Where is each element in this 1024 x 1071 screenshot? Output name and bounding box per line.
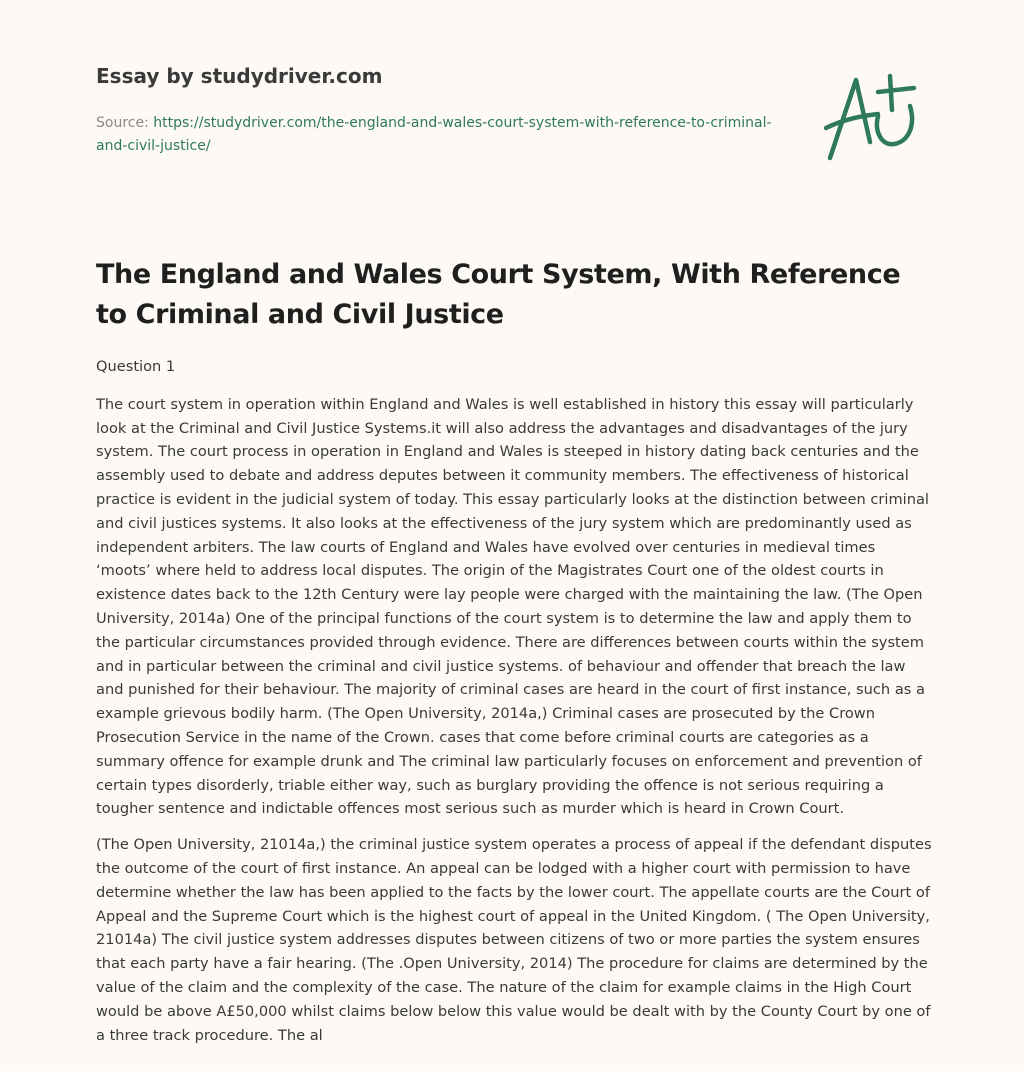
a-plus-grade-icon [822,70,926,162]
site-title: Essay by studydriver.com [96,64,383,88]
article-title: The England and Wales Court System, With Reference to Criminal and Civil Justice [96,259,901,330]
paragraph: (The Open University, 21014a,) the criminal justice system operates a process of appeal if the defendant disputes the outcome of the court of first instance. An appeal can be lodged with a higher court with permission to have determine whether the law has been applied to the facts by the lower court. The appellate courts are the Court of Appeal and the Supreme Court which is the highest court of appeal in the United Kingdom. ( The Open University, 21014a) The civil justice system addresses disputes between citizens of two or more parties the system ensures that each party have a fair hearing. (The .Open University, 2014) The procedure for claims are determined by the value of the claim and the complexity of the case. The nature of the claim for example claims in the High Court would be above A£50,000 whilst claims below below this value would be dealt with by the County Court by one of a three track procedure. The al [96,836,932,1044]
article-body [96,355,932,1059]
source-label: Source: [96,115,154,131]
paragraph: The court system in operation within England and Wales is well established in history this essay will particularly look at the Criminal and Civil Justice Systems.it will also address the advantages and disadvantages of the jury system. The court process in operation in England and Wales is steeped in history dating back centuries and the assembly used to debate and address deputes between it community members. The effectiveness of historical practice is evident in the judicial system of today. This essay particularly looks at the distinction between criminal and civil justices systems. It also looks at the effectiveness of the jury system which are predominantly used as independent arbiters. The law courts of England and Wales have evolved over centuries in medieval times ‘moots’ where held to address local disputes. The origin of the Magistrates Court one of the oldest courts in existence dates back to the 12th Century were lay people were charged with the maintaining the law. (The Open University, 2014a) One of the principal functions of the court system is to determine the law and apply them to the particular circumstances provided through evidence. There are differences between courts within the system and in particular between the criminal and civil justice systems. of behaviour and offender that breach the law and punished for their behaviour. The majority of criminal cases are heard in the court of first instance, such as a example grievous bodily harm. (The Open University, 2014a,) Criminal cases are prosecuted by the Crown Prosecution Service in the name of the Crown. cases that come before criminal courts are categories as a summary offence for example drunk and The criminal law particularly focuses on enforcement and prevention of certain types disorderly, triable either way, such as burglary providing the offence is not serious requiring a tougher sentence and indictable offences most serious such as murder which is heard in Crown Court. [96,395,929,818]
source-line [96,112,776,158]
page-header [96,62,776,158]
question-label: Question 1 [96,358,176,375]
source-link[interactable]: https://studydriver.com/the-england-and-wales-court-system-with-reference-to-criminal-and-civil-justice/ [96,115,772,154]
